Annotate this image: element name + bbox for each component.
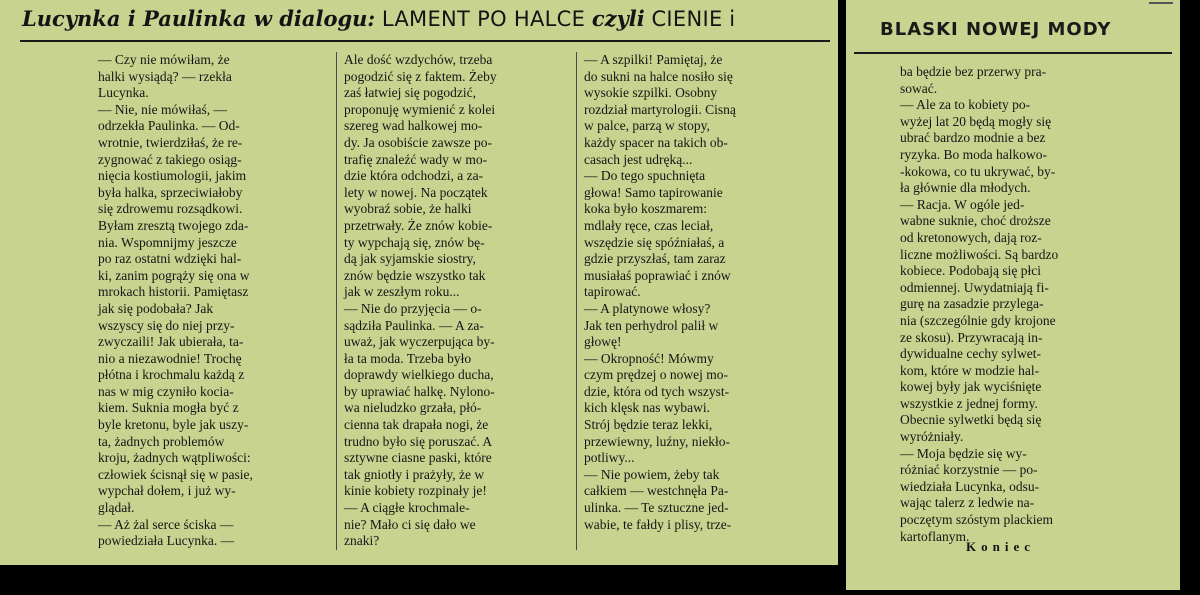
continued-headline: BLASKI NOWEJ MODY: [880, 19, 1112, 40]
article-column-2: Ale dość wzdychów, trzeba pogodzić się z faktem. Żeby zaś łatwiej się pogodzić, proponuję wymienić z kolei szereg wad halkowej mo- dy. Ja osobiście zawsze po- trafię znaleźć wady w mo- dzie która odchodzi, a za- lety w nowej. Na początek wyobraź sobie, że halki przetrwały. Że znów kobie- ty wypchają się, znów bę- dą jak syjamskie siostry, znów będzie wszystko tak jak w zeszłym roku... — Nie do przyjęcia — o- sądziła Paulinka. — A za- uważ, jak wyczerpująca by- ła ta moda. Trzeba było doprawdy wielkiego ducha, by uprawiać halkę. Nylono- wa nieludzko grzała, płó- cienna tak drapała nogi, że trudno było się poruszać. A sztywne ciasne paski, które tak gniotły i prażyły, że w kinie kobiety rozpinały je! — A ciągłe krochmale- nie? Mało ci się dało we znaki?: [344, 52, 497, 549]
article-headline: [22, 6, 735, 31]
headline-series-title: Lucynka i Paulinka w dialogu:: [22, 6, 376, 31]
headline-continued-title: CIENIE: [651, 7, 723, 31]
article-column-1: — Czy nie mówiłam, że halki wysiądą? — rzekła Lucynka. — Nie, nie mówiłaś, — odrzekła Paulinka. — Od- wrotnie, twierdziłaś, że re- zygnować z takiego osiąg- nięcia kostiumologii, jakim była halka, sprzeciwiałoby się zdrowemu rozsądkowi. Byłam zresztą twojego zda- nia. Wspomnijmy jeszcze po raz ostatni wdzięki hal- ki, zanim pogrąży się ona w mrokach historii. Pamiętasz jak się podobała? Jak wszyscy się do niej przy- zwyczaili! Jak ubierała, ta- nio a niezawodnie! Trochę płótna i krochmalu każdą z nas w mig czyniło kocia- kiem. Suknia mogła być z byle kretonu, byle jak uszy- ta, żadnych problemów kroju, żadnych wątpliwości: człowiek ścisnął się w pasie, wypchał dołem, i już wy- glądał. — Aż żal serce ściska — powiedziała Lucynka. —: [98, 52, 253, 549]
column-rule: [576, 52, 577, 550]
headline-divider: [20, 40, 830, 42]
column-rule: [336, 52, 337, 550]
torn-edge-mark: [1149, 2, 1173, 7]
article-column-3: — A szpilki! Pamiętaj, że do sukni na halce nosiło się wysokie szpilki. Osobny rozdział martyrologii. Cisną w palce, parzą w stopy, każdy spacer na takich ob- casach jest udręką... — Do tego spuchnięta głowa! Samo tapirowanie koka było koszmarem: mdlały ręce, czas leciał, wszędzie się spóźniałaś, a gdzie przyszłaś, tam zaraz musiałaś poprawiać i znów tapirować. — A platynowe włosy? Jak ten perhydrol palił w głowę! — Okropność! Mówmy czym prędzej o nowej mo- dzie, która od tych wszyst- kich klęsk nas wybawi. Strój będzie teraz lekki, przewiewny, luźny, niekło- potliwy... — Nie powiem, żeby tak całkiem — westchnęła Pa- ulinka. — Te sztuczne jed- wabie, te fałdy i plisy, trze-: [584, 52, 736, 532]
article-column-4: ba będzie bez przerwy pra- sować. — Ale za to kobiety po- wyżej lat 20 będą mogły się ubrać bardzo modnie a bez ryzyka. Bo moda halkowo- -kokowa, co tu ukrywać, by- ła głównie dla młodych. — Racja. W ogóle jed- wabne suknie, choć droższe od kretonowych, dają roz- liczne możliwości. Są bardzo kobiece. Podobają się płci odmiennej. Uwydatniają fi- gurę na zasadzie przylega- nia (szczególnie gdy krojone ze skosu). Przywracają in- dywidualne cechy sylwet- kom, które w modzie hal- kowej były jak wyciśnięte wszystkie z jednej formy. Obecnie sylwetki będą się wyróżniały. — Moja będzie się wy- różniać korzystnie — po- wiedziała Lucynka, odsu- wając talerz z ledwie na- poczętym szóstym plackiem kartoflanym.: [900, 64, 1059, 544]
headline-main-title: LAMENT PO HALCE: [381, 7, 586, 31]
headline-connector: czyli: [591, 6, 645, 31]
article-ending: Koniec: [966, 539, 1035, 554]
headline-cut-letter: i: [729, 7, 736, 31]
right-newspaper-clipping: [846, 0, 1180, 590]
headline-divider: [854, 52, 1172, 54]
